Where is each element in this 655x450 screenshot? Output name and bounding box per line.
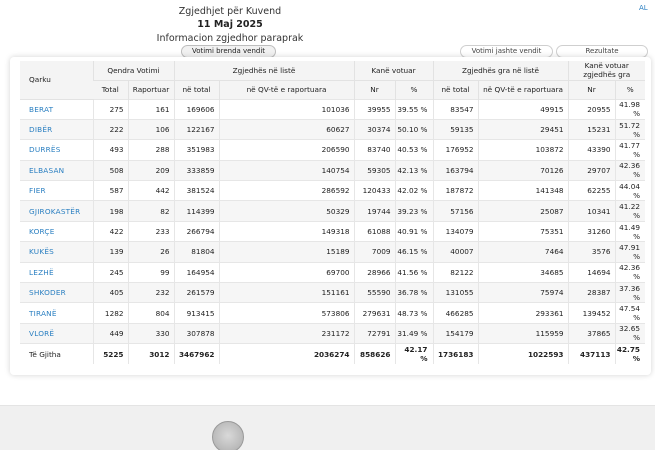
header-qendra-votimi: Qendra Votimi [93,61,174,80]
table-cell: 131055 [433,283,478,303]
subheader-gra-ne-qv-raportuara[interactable]: në QV-të e raportuara [478,80,568,99]
tab-rezultate[interactable]: Rezultate [556,45,648,58]
table-cell: 493 [93,140,128,160]
table-row [20,99,645,119]
table-cell: 14694 [568,262,615,282]
table-cell: 29707 [568,160,615,180]
table-cell: 508 [93,160,128,180]
subheader-percent[interactable]: % [395,80,433,99]
table-cell: 59135 [433,119,478,139]
table-row [20,283,645,303]
table-cell: 106 [128,119,174,139]
table-cell: 233 [128,221,174,241]
page-header [0,5,460,46]
table-cell: 1282 [93,303,128,323]
table-cell: 286592 [219,181,354,201]
table-cell: 114399 [174,201,219,221]
table-cell: 139 [93,242,128,262]
table-cell: 81804 [174,242,219,262]
table-cell: 43390 [568,140,615,160]
table-cell: 307878 [174,323,219,343]
table-cell: 31.49 % [395,323,433,343]
qarku-cell [20,303,93,323]
tab-votimi-jashte-vendit[interactable]: Votimi jashte vendit [460,45,553,58]
table-cell: 222 [93,119,128,139]
results-card [10,57,651,375]
qarku-link[interactable]: ELBASAN [29,165,65,175]
table-cell: 333859 [174,160,219,180]
qarku-link[interactable]: SHKODER [29,288,66,298]
table-cell: 50329 [219,201,354,221]
table-cell: 7464 [478,242,568,262]
subheader-nr[interactable]: Nr [354,80,395,99]
qarku-cell [20,283,93,303]
table-cell: 913415 [174,303,219,323]
table-cell: 122167 [174,119,219,139]
table-cell: 442 [128,181,174,201]
table-cell: 2036274 [219,344,354,364]
table-cell: 206590 [219,140,354,160]
table-cell: 47.91 % [615,242,645,262]
qarku-cell [20,221,93,241]
table-cell: 31260 [568,221,615,241]
table-cell: 15189 [219,242,354,262]
table-cell: 19744 [354,201,395,221]
table-cell: 279631 [354,303,395,323]
table-row [20,181,645,201]
qarku-cell [20,99,93,119]
table-cell: 149318 [219,221,354,241]
qarku-link[interactable]: LEZHË [29,267,54,277]
table-cell: 29451 [478,119,568,139]
table-cell: 59305 [354,160,395,180]
table-cell: 99 [128,262,174,282]
table-cell: 261579 [174,283,219,303]
table-cell: 101036 [219,99,354,119]
table-cell: 61088 [354,221,395,241]
table-cell: 3576 [568,242,615,262]
subheader-ne-total[interactable]: në total [174,80,219,99]
table-cell: 405 [93,283,128,303]
table-cell: 41.49 % [615,221,645,241]
table-body [20,99,645,364]
table-cell: 151161 [219,283,354,303]
table-row [20,242,645,262]
subheader-raportuar[interactable]: Raportuar [128,80,174,99]
table-cell: 70126 [478,160,568,180]
qarku-link[interactable]: KORÇE [29,227,55,237]
table-cell: 10341 [568,201,615,221]
qarku-cell [20,119,93,139]
qarku-link[interactable]: VLORË [29,328,55,338]
table-cell: 40007 [433,242,478,262]
table-cell: 37865 [568,323,615,343]
qarku-cell [20,160,93,180]
table-cell: 60627 [219,119,354,139]
table-cell: 231172 [219,323,354,343]
table-cell: 141348 [478,181,568,201]
table-cell: 39955 [354,99,395,119]
table-cell: 381524 [174,181,219,201]
qarku-link[interactable]: GJIROKASTËR [29,206,81,216]
table-cell: 72791 [354,323,395,343]
table-cell: 51.72 % [615,119,645,139]
table-cell: 288 [128,140,174,160]
table-cell: 83547 [433,99,478,119]
table-cell: 587 [93,181,128,201]
tab-votimi-brenda-vendit[interactable]: Votimi brenda vendit [181,45,276,58]
table-cell: 41.98 % [615,99,645,119]
table-cell: 437113 [568,344,615,364]
header-qarku[interactable]: Qarku [20,61,93,99]
table-cell: 858626 [354,344,395,364]
table-cell: 245 [93,262,128,282]
table-cell: 804 [128,303,174,323]
subheader-total[interactable]: Total [93,80,128,99]
election-title: Zgjedhjet për Kuvend [178,6,282,17]
qarku-cell [20,262,93,282]
table-row [20,140,645,160]
table-cell: 75351 [478,221,568,241]
table-cell: 232 [128,283,174,303]
table-cell: 422 [93,221,128,241]
table-cell: 57156 [433,201,478,221]
qarku-link[interactable]: FIER [29,186,46,196]
table-cell: 198 [93,201,128,221]
table-cell: 34685 [478,262,568,282]
table-cell: 176952 [433,140,478,160]
table-row [20,262,645,282]
table-cell: 161 [128,99,174,119]
table-cell: 82 [128,201,174,221]
table-cell: 39.23 % [395,201,433,221]
table-cell: 15231 [568,119,615,139]
table-cell: 42.75 % [615,344,645,364]
qarku-link[interactable]: KUKËS [29,247,54,257]
table-cell: 42.02 % [395,181,433,201]
table-row [20,160,645,180]
table-cell: 41.56 % [395,262,433,282]
table-cell: 120433 [354,181,395,201]
table-row [20,323,645,343]
table-cell: 30374 [354,119,395,139]
qarku-link[interactable]: DURRËS [29,145,61,155]
table-cell: 351983 [174,140,219,160]
header-zgjedhes-gra: Zgjedhës gra në listë [433,61,568,80]
table-cell: 42.36 % [615,160,645,180]
table-cell: 330 [128,323,174,343]
table-cell: 3012 [128,344,174,364]
table-cell: 40.91 % [395,221,433,241]
table-cell: 32.65 % [615,323,645,343]
table-cell: 3467962 [174,344,219,364]
election-date: 11 Maj 2025 [197,19,263,30]
table-cell: 36.78 % [395,283,433,303]
qarku-link[interactable]: DIBËR [29,125,53,135]
table-row [20,119,645,139]
table-cell: 7009 [354,242,395,262]
table-cell: 41.22 % [615,201,645,221]
table-cell: 49915 [478,99,568,119]
table-cell: 154179 [433,323,478,343]
table-cell: 42.13 % [395,160,433,180]
table-cell: 169606 [174,99,219,119]
language-link[interactable]: AL [639,4,648,12]
table-cell: 115959 [478,323,568,343]
table-cell: 163794 [433,160,478,180]
total-label: Të Gjitha [20,344,93,364]
table-cell: 39.55 % [395,99,433,119]
table-cell: 266794 [174,221,219,241]
turnout-table [20,61,645,364]
emblem-logo [212,421,244,450]
table-cell: 140754 [219,160,354,180]
table-cell: 47.54 % [615,303,645,323]
table-cell: 69700 [219,262,354,282]
header-zgjedhes-ne-liste: Zgjedhës në listë [174,61,354,80]
table-cell: 62255 [568,181,615,201]
table-cell: 134079 [433,221,478,241]
table-cell: 44.04 % [615,181,645,201]
table-cell: 1736183 [433,344,478,364]
table-cell: 46.15 % [395,242,433,262]
table-cell: 83740 [354,140,395,160]
qarku-cell [20,323,93,343]
qarku-link[interactable]: TIRANË [29,308,57,318]
qarku-cell [20,140,93,160]
subheader-gra-nr[interactable]: Nr [568,80,615,99]
table-cell: 26 [128,242,174,262]
table-cell: 50.10 % [395,119,433,139]
table-cell: 48.73 % [395,303,433,323]
table-cell: 28966 [354,262,395,282]
table-cell: 449 [93,323,128,343]
table-cell: 187872 [433,181,478,201]
table-row [20,303,645,323]
table-cell: 28387 [568,283,615,303]
table-cell: 139452 [568,303,615,323]
table-cell: 275 [93,99,128,119]
subheader-ne-qv-raportuara[interactable]: në QV-të e raportuara [219,80,354,99]
header-kane-votuar: Kanë votuar [354,61,433,80]
table-cell: 40.53 % [395,140,433,160]
table-cell: 466285 [433,303,478,323]
info-subtitle: Informacion zgjedhor paraprak [156,33,304,44]
table-row [20,221,645,241]
table-cell: 209 [128,160,174,180]
header-kane-votuar-gra: Kanë votuar zgjedhës gra [568,61,645,80]
qarku-cell [20,242,93,262]
qarku-link[interactable]: BERAT [29,104,54,114]
qarku-cell [20,201,93,221]
table-cell: 37.36 % [615,283,645,303]
table-cell: 41.77 % [615,140,645,160]
table-cell: 293361 [478,303,568,323]
table-cell: 42.36 % [615,262,645,282]
table-cell: 55590 [354,283,395,303]
subheader-gra-ne-total[interactable]: në total [433,80,478,99]
subheader-gra-percent[interactable]: % [615,80,645,99]
table-cell: 1022593 [478,344,568,364]
table-row [20,201,645,221]
qarku-cell [20,181,93,201]
table-cell: 573806 [219,303,354,323]
table-cell: 164954 [174,262,219,282]
table-cell: 75974 [478,283,568,303]
table-cell: 42.17 % [395,344,433,364]
total-row [20,344,645,364]
table-cell: 25087 [478,201,568,221]
table-cell: 20955 [568,99,615,119]
table-cell: 5225 [93,344,128,364]
page-footer [0,405,655,450]
table-cell: 103872 [478,140,568,160]
table-cell: 82122 [433,262,478,282]
